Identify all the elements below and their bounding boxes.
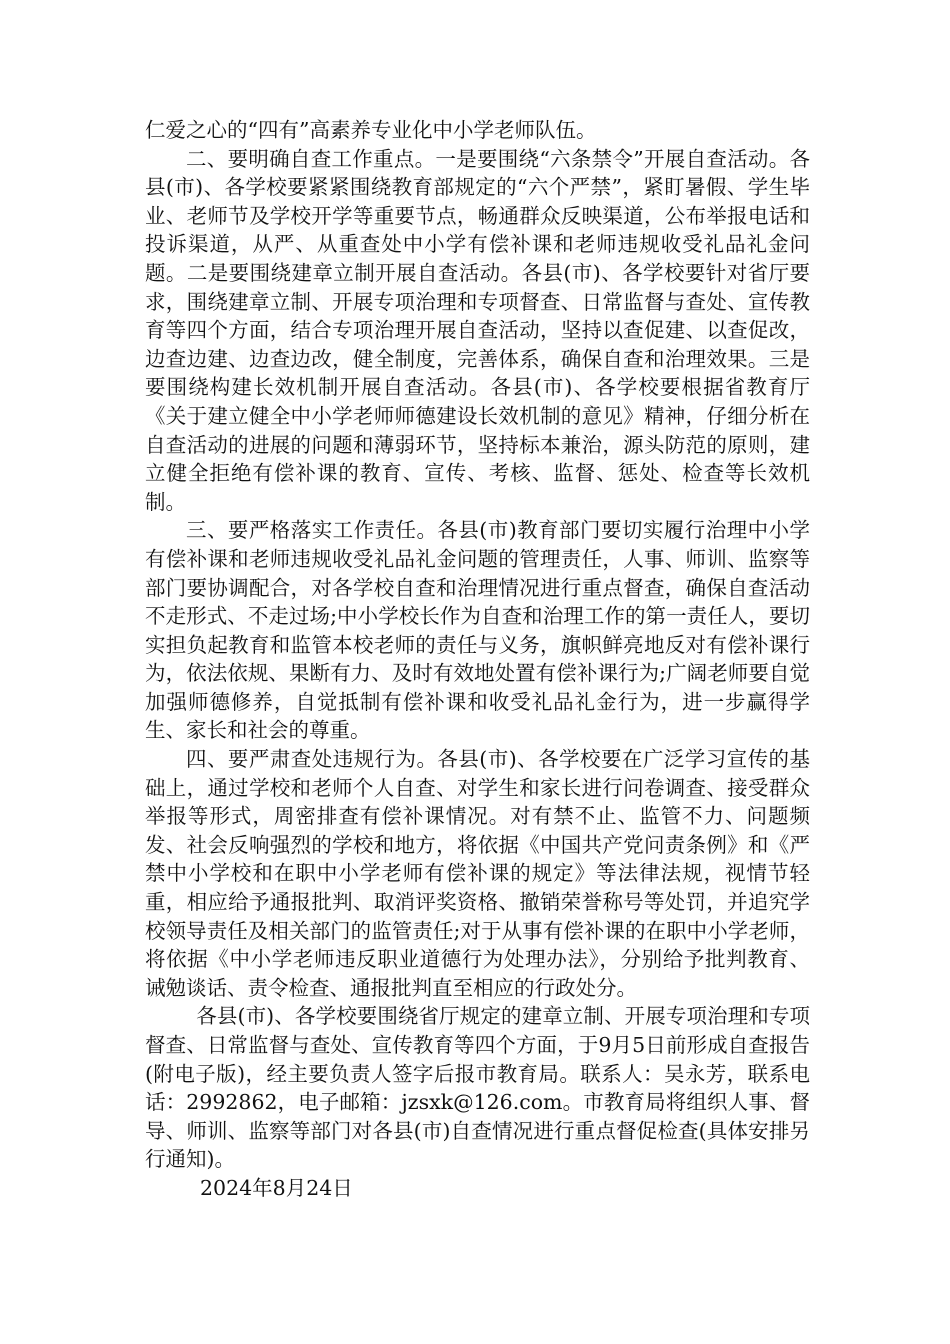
paragraph-section-three: 三、要严格落实工作责任。各县(市)教育部门要切实履行治理中小学有偿补课和老师违规收受礼品礼金问题的管理责任，人事、师训、监察等部门要协调配合，对各学校自查和治理情况进行重点督查，确保自查活动不走形式、不走过场;中小学校长作为自查和治理工作的第一责任人，要切实担负起教育和监管本校老师的责任与义务，旗帜鲜亮地反对有偿补课行为，依法依规、果断有力、及时有效地处置有偿补课行为;广阔老师要自觉加强师德修养，自觉抵制有偿补课和收受礼品礼金行为，进一步赢得学生、家长和社会的尊重。 (145, 518, 810, 743)
paragraph-section-four: 四、要严肃查处违规行为。各县(市)、各学校要在广泛学习宣传的基础上，通过学校和老师个人自查、对学生和家长进行问卷调查、接受群众举报等形式，周密排查有偿补课情况。对有禁不止、监管不力、问题频发、社会反响强烈的学校和地方，将依据《中国共产党问责条例》和《严禁中小学校和在职中小学老师有偿补课的规定》等法律法规，视情节轻重，相应给予通报批判、取消评奖资格、撤销荣誉称号等处罚，并追究学校领导责任及相关部门的监管责任;对于从事有偿补课的在职中小学老师，将依据《中小学老师违反职业道德行为处理办法》，分别给予批判教育、诫勉谈话、责令检查、通报批判直至相应的行政处分。 (145, 747, 810, 1000)
paragraph-closing: 各县(市)、各学校要围绕省厅规定的建章立制、开展专项治理和专项督查、日常监督与查处、宣传教育等四个方面，于9月5日前形成自查报告(附电子版)，经主要负责人签字后报市教育局。联系人：吴永芳，联系电话：2992862，电子邮箱：jzsxk@126.com。市教育局将组织人事、督导、师训、监察等部门对各县(市)自查情况进行重点督促检查(具体安排另行通知)。 (145, 1004, 810, 1172)
document-body (145, 116, 810, 1203)
paragraph-intro-continuation: 仁爱之心的“四有”高素养专业化中小学老师队伍。 (145, 118, 597, 142)
document-date: 2024年8月24日 (200, 1175, 353, 1200)
paragraph-section-two: 二、要明确自查工作重点。一是要围绕“六条禁令”开展自查活动。各县(市)、各学校要紧紧围绕教育部规定的“六个严禁”，紧盯暑假、学生毕业、老师节及学校开学等重要节点，畅通群众反映渠道，公布举报电话和投诉渠道，从严、从重查处中小学有偿补课和老师违规收受礼品礼金问题。二是要围绕建章立制开展自查活动。各县(市)、各学校要针对省厅要求，围绕建章立制、开展专项治理和专项督查、日常监督与查处、宣传教育等四个方面，结合专项治理开展自查活动，坚持以查促建、以查促改，边查边建、边查边改，健全制度，完善体系，确保自查和治理效果。三是要围绕构建长效机制开展自查活动。各县(市)、各学校要根据省教育厅《关于建立健全中小学老师师德建设长效机制的意见》精神，仔细分析在自查活动的进展的问题和薄弱环节，坚持标本兼治，源头防范的原则，建立健全拒绝有偿补课的教育、宣传、考核、监督、惩处、检查等长效机制。 (145, 146, 810, 514)
